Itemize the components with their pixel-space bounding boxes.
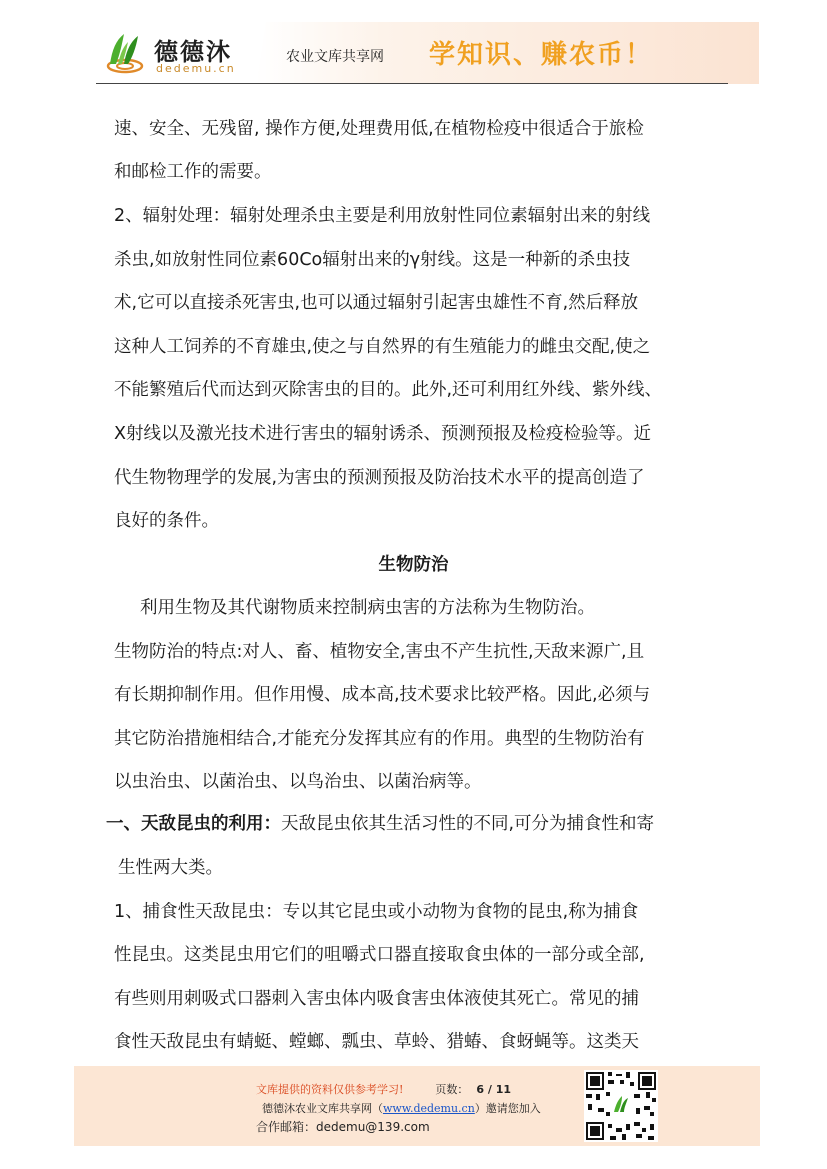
body-line: 有长期抑制作用。但作用慢、成本高,技术要求比较严格。因此,必须与 — [114, 685, 651, 705]
body-line: 有些则用刺吸式口器刺入害虫体内吸食害虫体液使其死亡。常见的捕 — [114, 989, 639, 1009]
body-line: 杀虫,如放射性同位素60Co辐射出来的γ射线。这是一种新的杀虫技 — [114, 250, 631, 270]
logo-domain: dedemu.cn — [156, 62, 236, 75]
intro-line: 利用生物及其代谢物质来控制病虫害的方法称为生物防治。 — [140, 598, 595, 618]
body-line: 食性天敌昆虫有蜻蜓、螳螂、瓢虫、草蛉、猎蝽、食蚜蝇等。这类天 — [114, 1032, 639, 1052]
footer-invite — [262, 1100, 541, 1116]
page-header — [96, 22, 759, 84]
body-line: 不能繁殖后代而达到灭除害虫的目的。此外,还可利用红外线、紫外线、 — [114, 380, 663, 400]
body-line: X射线以及激光技术进行害虫的辐射诱杀、预测预报及检疫检验等。近 — [114, 424, 651, 444]
footer-info — [256, 1081, 511, 1097]
leaf-logo-icon — [102, 30, 148, 76]
body-line: 2、辐射处理：辐射处理杀虫主要是利用放射性同位素辐射出来的射线 — [114, 206, 651, 226]
slogan: 学知识、赚农币！ — [429, 40, 654, 70]
site-link[interactable]: www.dedemu.cn — [383, 1102, 475, 1115]
heading-line — [106, 812, 654, 836]
body-line: 1、捕食性天敌昆虫：专以其它昆虫或小动物为食物的昆虫,称为捕食 — [114, 902, 639, 922]
body-line: 这种人工饲养的不育雄虫,使之与自然界的有生殖能力的雌虫交配,使之 — [114, 337, 651, 357]
invite-suffix: ）邀请您加入 — [474, 1102, 541, 1115]
site-name: 农业文库共享网 — [286, 49, 384, 65]
page-label: 页数： — [435, 1083, 469, 1096]
body-line: 性昆虫。这类昆虫用它们的咀嚼式口器直接取食虫体的一部分或全部, — [114, 945, 645, 965]
body-line: 其它防治措施相结合,才能充分发挥其应有的作用。典型的生物防治有 — [114, 729, 645, 749]
invite-prefix: 德德沐农业文库共享网（ — [262, 1102, 383, 1115]
body-line: 生物防治的特点:对人、畜、植物安全,害虫不产生抗性,天敌来源广,且 — [114, 642, 645, 662]
page-number: 6 / 11 — [476, 1083, 512, 1096]
logo-text: 德德沐 — [154, 37, 232, 66]
body-line: 和邮检工作的需要。 — [114, 162, 272, 182]
body-line: 代生物物理学的发展,为害虫的预测预报及防治技术水平的提高创造了 — [114, 468, 645, 488]
body-line: 以虫治虫、以菌治虫、以鸟治虫、以菌治病等。 — [114, 772, 482, 792]
body-line: 速、安全、无残留, 操作方便,处理费用低,在植物检疫中很适合于旅检 — [114, 119, 644, 139]
body-line: 生性两大类。 — [118, 858, 223, 878]
section-title: 生物防治 — [378, 555, 449, 575]
body-line: 良好的条件。 — [114, 511, 219, 531]
header-divider — [96, 83, 728, 84]
footer-disclaimer: 文库提供的资料仅供参考学习! — [256, 1083, 404, 1096]
qr-code-icon[interactable] — [584, 1070, 658, 1142]
subheading-bold: 一、天敌昆虫的利用： — [106, 814, 281, 834]
body-line: 术,它可以直接杀死害虫,也可以通过辐射引起害虫雄性不育,然后释放 — [114, 293, 639, 313]
subheading-text: 天敌昆虫依其生活习性的不同,可分为捕食性和寄 — [281, 814, 655, 834]
footer-email: 合作邮箱：dedemu@139.com — [256, 1120, 430, 1134]
site-logo[interactable] — [96, 22, 256, 84]
